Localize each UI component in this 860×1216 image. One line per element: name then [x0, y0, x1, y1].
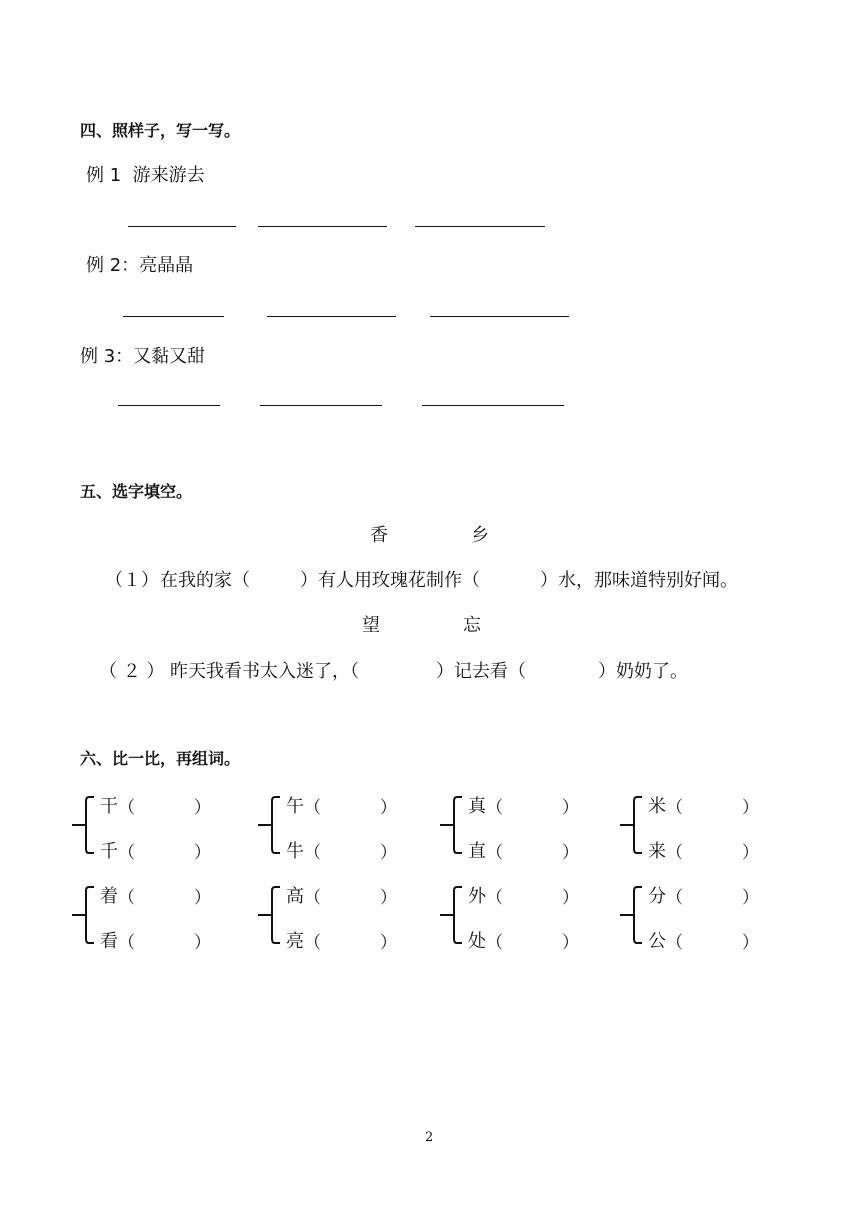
- bracket-icon: [70, 793, 96, 857]
- section4-heading: 四、照样子，写一写。: [80, 121, 241, 140]
- choice-char: 忘: [463, 615, 481, 636]
- bracket-icon: [256, 883, 282, 947]
- answer-paren-open: （: [666, 843, 683, 863]
- answer-paren-close: ）: [380, 798, 397, 818]
- bracket-icon: [256, 793, 282, 857]
- answer-line[interactable]: [267, 316, 396, 317]
- answer-blank[interactable]: [688, 792, 748, 814]
- example2-text: 亮晶晶: [139, 255, 194, 276]
- compare-char: 高: [286, 886, 304, 907]
- answer-paren-open: （: [304, 933, 321, 953]
- answer-paren-open: （: [486, 798, 503, 818]
- compare-char: 公: [648, 931, 666, 952]
- section5-heading: 五、选字填空。: [80, 482, 193, 501]
- bracket-icon: [438, 793, 464, 857]
- answer-paren-open: （: [486, 843, 503, 863]
- answer-paren-close: ）: [562, 843, 579, 863]
- choice-char: 望: [362, 615, 380, 636]
- example2: [86, 251, 193, 277]
- answer-paren-open: （: [666, 888, 683, 908]
- answer-blank[interactable]: [508, 882, 568, 904]
- answer-blank[interactable]: [508, 792, 568, 814]
- answer-paren-open: （: [304, 888, 321, 908]
- answer-blank[interactable]: [508, 837, 568, 859]
- answer-paren-close: ）: [380, 888, 397, 908]
- compare-char: 外: [468, 886, 486, 907]
- bracket-icon: [618, 793, 644, 857]
- answer-blank[interactable]: [688, 837, 748, 859]
- answer-line[interactable]: [128, 226, 236, 227]
- example1-label: 例 1: [86, 165, 122, 186]
- answer-paren-close: ）: [562, 933, 579, 953]
- answer-line[interactable]: [415, 226, 545, 227]
- answer-paren-close: ）: [194, 798, 211, 818]
- example3-label: 例 3：: [80, 346, 134, 367]
- question2-number: （ ２ ）: [99, 661, 165, 682]
- answer-line[interactable]: [260, 405, 382, 406]
- compare-char: 看: [100, 931, 118, 952]
- question2-part-b: ）记去看（: [436, 661, 526, 682]
- answer-line[interactable]: [430, 316, 569, 317]
- answer-paren-open: （: [118, 843, 135, 863]
- answer-blank[interactable]: [326, 792, 386, 814]
- answer-blank[interactable]: [688, 882, 748, 904]
- answer-paren-close: ）: [562, 798, 579, 818]
- bracket-icon: [438, 883, 464, 947]
- answer-blank[interactable]: [140, 927, 200, 949]
- bracket-icon: [70, 883, 96, 947]
- answer-paren-close: ）: [194, 888, 211, 908]
- answer-paren-close: ）: [380, 933, 397, 953]
- compare-char: 分: [648, 886, 666, 907]
- answer-blank[interactable]: [326, 882, 386, 904]
- question2-part-c: ）奶奶了。: [598, 661, 688, 682]
- compare-char: 直: [468, 841, 486, 862]
- answer-blank[interactable]: [140, 837, 200, 859]
- answer-paren-open: （: [118, 798, 135, 818]
- answer-paren-close: ）: [194, 933, 211, 953]
- example1-text: 游来游去: [132, 165, 205, 186]
- answer-line[interactable]: [422, 405, 564, 406]
- question1-number: （１）: [105, 570, 159, 591]
- answer-paren-close: ）: [742, 843, 759, 863]
- section6-heading: 六、比一比，再组词。: [80, 749, 241, 768]
- example3: [80, 342, 205, 368]
- answer-paren-open: （: [304, 843, 321, 863]
- answer-blank[interactable]: [326, 837, 386, 859]
- page-number: 2: [425, 1130, 434, 1145]
- answer-line[interactable]: [258, 226, 387, 227]
- choice-char: 乡: [471, 525, 489, 546]
- answer-paren-close: ）: [742, 798, 759, 818]
- answer-paren-close: ）: [742, 933, 759, 953]
- compare-char: 午: [286, 796, 304, 817]
- answer-line[interactable]: [123, 316, 224, 317]
- bracket-icon: [618, 883, 644, 947]
- compare-char: 真: [468, 796, 486, 817]
- answer-paren-open: （: [486, 933, 503, 953]
- compare-char: 处: [468, 931, 486, 952]
- answer-blank[interactable]: [688, 927, 748, 949]
- compare-char: 千: [100, 841, 118, 862]
- compare-char: 米: [648, 796, 666, 817]
- answer-blank[interactable]: [140, 882, 200, 904]
- answer-paren-close: ）: [562, 888, 579, 908]
- compare-char: 着: [100, 886, 118, 907]
- answer-paren-close: ）: [194, 843, 211, 863]
- answer-blank[interactable]: [140, 792, 200, 814]
- compare-char: 亮: [286, 931, 304, 952]
- question1-part-a: 在我的家（: [160, 570, 250, 591]
- answer-blank[interactable]: [326, 927, 386, 949]
- question1-part-b: ）有人用玫瑰花制作（: [300, 570, 480, 591]
- compare-char: 牛: [286, 841, 304, 862]
- question1-part-c: ）水，那味道特别好闻。: [540, 570, 738, 591]
- question2-part-a: 昨天我看书太入迷了，（: [170, 661, 359, 682]
- answer-line[interactable]: [118, 405, 220, 406]
- answer-paren-close: ）: [742, 888, 759, 908]
- compare-char: 干: [100, 796, 118, 817]
- answer-blank[interactable]: [508, 927, 568, 949]
- answer-paren-open: （: [118, 888, 135, 908]
- answer-paren-close: ）: [380, 843, 397, 863]
- answer-paren-open: （: [118, 933, 135, 953]
- answer-paren-open: （: [666, 798, 683, 818]
- example2-label: 例 2：: [86, 255, 140, 276]
- choice-char: 香: [370, 525, 388, 546]
- compare-char: 来: [648, 841, 666, 862]
- answer-paren-open: （: [304, 798, 321, 818]
- example1: [86, 161, 205, 187]
- answer-paren-open: （: [666, 933, 683, 953]
- example3-text: 又黏又甜: [133, 346, 206, 367]
- answer-paren-open: （: [486, 888, 503, 908]
